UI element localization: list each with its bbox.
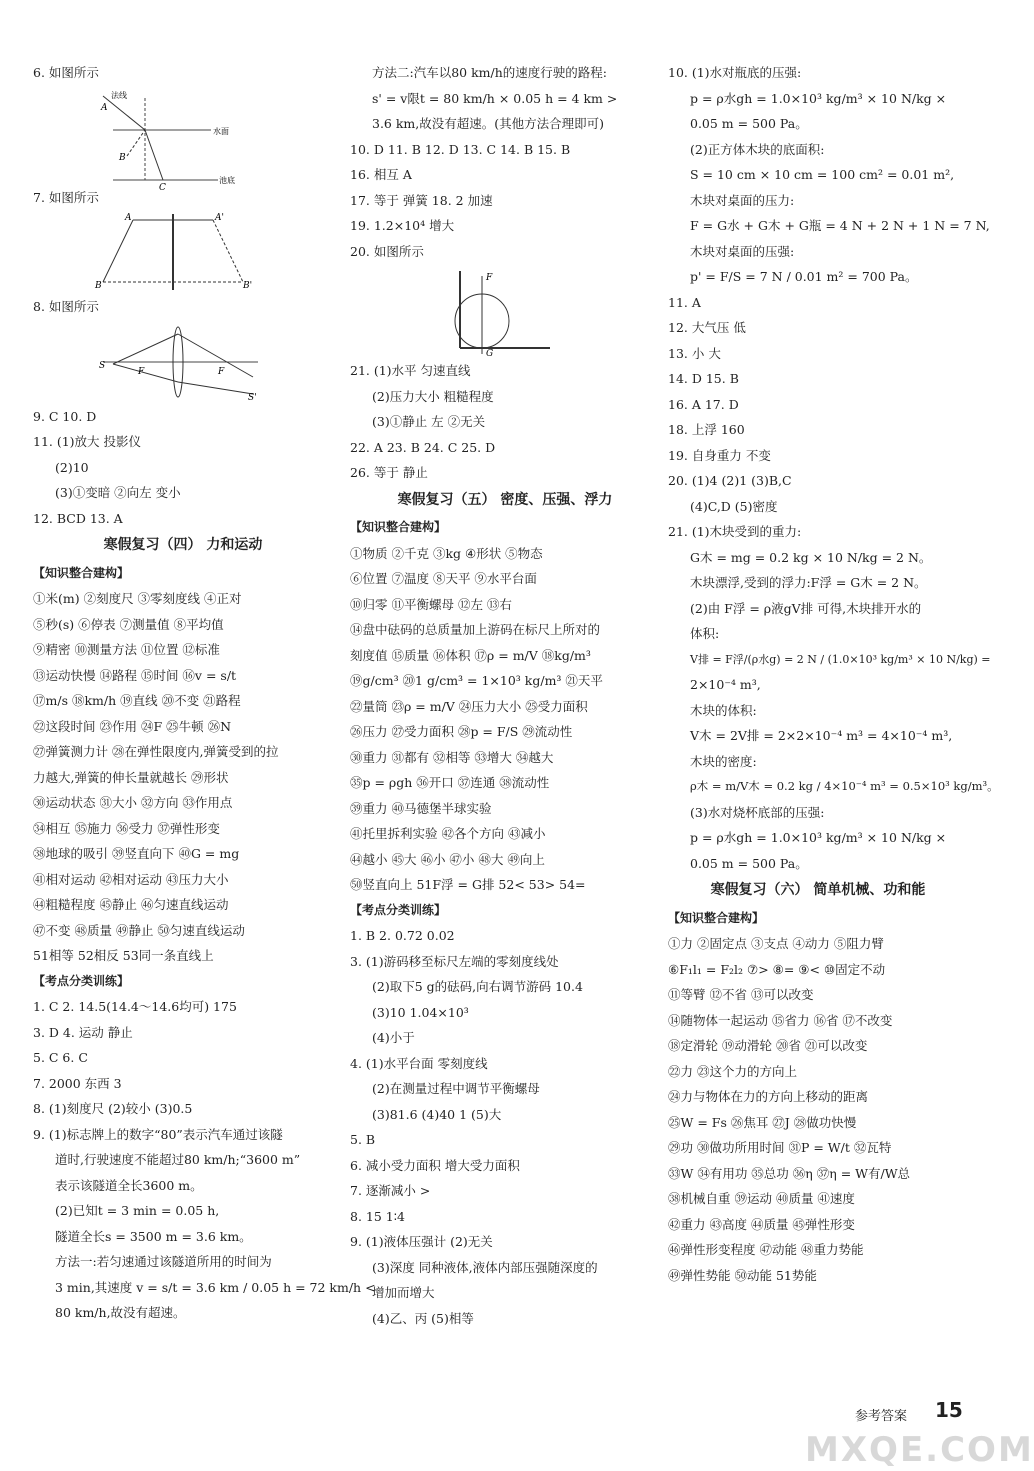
answer-line: 隧道全长s = 3500 m = 3.6 km。 xyxy=(55,1228,252,1244)
svg-text:A: A xyxy=(101,102,108,113)
answer-line: 22. A 23. B 24. C 25. D xyxy=(350,439,496,455)
subsection-heading: 【知识整合建构】 xyxy=(350,520,447,534)
answer-line: 9. C 10. D xyxy=(33,408,97,424)
answer-line: ㊴重力 ㊵马德堡半球实验 xyxy=(350,800,492,816)
svg-text:A: A xyxy=(125,213,132,223)
answer-line: 7. 2000 东西 3 xyxy=(33,1075,122,1091)
answer-line: ㊶托里拆利实验 ㊷各个方向 ㊸减小 xyxy=(350,826,546,841)
answer-line: 21. (1)水平 匀速直线 xyxy=(350,363,471,378)
answer-line: 14. D 15. B xyxy=(668,371,739,386)
answer-line: 3.6 km,故没有超速。(其他方法合理即可) xyxy=(372,116,605,131)
answer-line: 9. (1)液体压强计 (2)无关 xyxy=(350,1234,493,1249)
answer-line: 11. (1)放大 投影仪 xyxy=(33,434,142,449)
answer-line: (2)取下5 g的砝码,向右调节游码 10.4 xyxy=(372,979,583,994)
answer-line: (3)水对烧杯底部的压强: xyxy=(690,804,825,820)
answer-line: 21. (1)木块受到的重力: xyxy=(668,524,802,539)
svg-text:C: C xyxy=(159,182,166,193)
answer-column-2 xyxy=(350,60,660,1331)
answer-line: ⑲g/cm³ ⑳1 g/cm³ = 1×10³ kg/m³ ㉑天平 xyxy=(350,673,603,688)
answer-line: (4)C,D (5)密度 xyxy=(690,498,778,514)
answer-line: 木块对桌面的压力: xyxy=(690,192,795,208)
answer-line: V木 = 2V排 = 2×2×10⁻⁴ m³ = 4×10⁻⁴ m³, xyxy=(690,728,953,743)
svg-text:B: B xyxy=(95,281,102,291)
answer-line: (3)①变暗 ②向左 变小 xyxy=(55,485,181,500)
answer-line: ㉙功 ㉚做功所用时间 ㉛P = W/t ㉜瓦特 xyxy=(668,1140,892,1155)
section-heading: 寒假复习（六） 简单机械、功和能 xyxy=(710,882,926,898)
answer-line: (4)乙、丙 (5)相等 xyxy=(372,1310,474,1326)
answer-line: ㉒力 ㉓这个力的方向上 xyxy=(668,1063,797,1079)
answer-line: 增加而增大 xyxy=(372,1285,435,1300)
answer-line: ㊳地球的吸引 ㊴竖直向下 ㊵G = mg xyxy=(33,846,240,861)
answer-line: 3. (1)游码移至标尺左端的零刻度线处 xyxy=(350,953,559,969)
answer-line: 20. (1)4 (2)1 (3)B,C xyxy=(668,473,792,488)
answer-line: ⑭随物体一起运动 ⑮省力 ⑯省 ⑰不改变 xyxy=(668,1012,893,1028)
answer-line: (2)已知t = 3 min = 0.05 h, xyxy=(55,1203,220,1218)
answer-line: 2×10⁻⁴ m³, xyxy=(690,677,761,692)
subsection-heading: 【知识整合建构】 xyxy=(668,910,765,925)
answer-line: 1. C 2. 14.5(14.4～14.6均可) 175 xyxy=(33,999,237,1014)
svg-text:S: S xyxy=(99,360,106,371)
answer-line: 力越大,弹簧的伸长量就越长 ㉙形状 xyxy=(33,769,229,785)
answer-line: ㉕W = Fs ㉖焦耳 ㉗J ㉘做功快慢 xyxy=(668,1114,857,1130)
answer-line: F = G水 + G木 + G瓶 = 4 N + 2 N + 1 N = 7 N, xyxy=(690,218,990,233)
answer-line: 3 min,其速度 v = s/t = 3.6 km / 0.05 h = 72 km/h < xyxy=(55,1279,376,1295)
answer-line: 10. D 11. B 12. D 13. C 14. B 15. B xyxy=(350,141,571,157)
answer-line: 10. (1)水对瓶底的压强: xyxy=(668,65,802,80)
answer-line: ㊹越小 ㊺大 ㊻小 ㊼小 ㊽大 ㊾向上 xyxy=(350,851,545,867)
section-heading: 寒假复习（四） 力和运动 xyxy=(103,537,263,553)
answer-line: 16. 相互 A xyxy=(350,167,412,182)
subsection-heading: 【考点分类训练】 xyxy=(33,973,130,988)
answer-line: ㉖压力 ㉗受力面积 ㉘p = F/S ㉙流动性 xyxy=(350,724,573,739)
answer-line: 12. BCD 13. A xyxy=(33,510,123,526)
answer-line: 26. 等于 静止 xyxy=(350,465,428,480)
answer-line: p = ρ水gh = 1.0×10³ kg/m³ × 10 N/kg × xyxy=(690,830,947,845)
answer-line: ㉔力与物体在力的方向上移动的距离 xyxy=(668,1089,869,1104)
answer-line: 体积: xyxy=(690,626,720,641)
footer-label: 参考答案 xyxy=(855,1409,908,1424)
answer-line: 12. 大气压 低 xyxy=(668,320,746,335)
answer-line: 方法一:若匀速通过该隧道所用的时间为 xyxy=(55,1254,272,1269)
section-6-7 xyxy=(33,60,333,86)
svg-text:G: G xyxy=(486,349,494,359)
answer-line: 7. 如图所示 xyxy=(33,189,99,205)
answer-line: 刻度值 ⑮质量 ⑯体积 ⑰ρ = m/V ⑱kg/m³ xyxy=(350,647,591,663)
subsection-heading: 【考点分类训练】 xyxy=(350,902,447,917)
answer-line: 1. B 2. 0.72 0.02 xyxy=(350,928,455,943)
answer-line: ⑰m/s ⑱km/h ⑲直线 ⑳不变 ㉑路程 xyxy=(33,693,241,708)
answer-line: 9. (1)标志牌上的数字“80”表示汽车通过该隧 xyxy=(33,1126,283,1142)
section-heading: 寒假复习（五） 密度、压强、浮力 xyxy=(397,491,613,508)
answer-line: 木块漂浮,受到的浮力:F浮 = G木 = 2 N。 xyxy=(690,575,927,590)
answer-line: 13. 小 大 xyxy=(668,345,721,361)
answer-line: (3)深度 同种液体,液体内部压强随深度的 xyxy=(372,1259,598,1275)
answer-line: ㉒这段时间 ㉓作用 ㉔F ㉕牛顿 ㉖N xyxy=(33,718,232,734)
svg-text:A': A' xyxy=(215,213,224,223)
answer-line: (2)10 xyxy=(55,459,89,475)
answer-line: 6. 减小受力面积 增大受力面积 xyxy=(350,1157,520,1173)
answer-line: 7. 逐渐减小 > xyxy=(350,1183,431,1198)
answer-line: ⑱定滑轮 ⑲动滑轮 ⑳省 ㉑可以改变 xyxy=(668,1038,868,1053)
answer-line: 51相等 52相反 53同一条直线上 xyxy=(33,948,214,963)
answer-line: 5. B xyxy=(350,1132,376,1147)
answer-line: (2)由 F浮 = ρ液gV排 可得,木块排开水的 xyxy=(690,600,922,616)
answer-line: (4)小于 xyxy=(372,1030,415,1045)
svg-text:F: F xyxy=(218,366,225,377)
answer-line: ㊼不变 ㊽质量 ㊾静止 ㊿匀速直线运动 xyxy=(33,922,245,938)
answer-line: (3)81.6 (4)40 1 (5)大 xyxy=(372,1106,502,1122)
svg-text:水面: 水面 xyxy=(213,126,229,136)
answer-line: (3)①静止 左 ②无关 xyxy=(372,414,486,429)
answer-line: 道时,行驶速度不能超过80 km/h;“3600 m” xyxy=(55,1152,301,1167)
answer-line: ㉚重力 ㉛都有 ㉜相等 ㉝增大 ㉞越大 xyxy=(350,749,554,765)
answer-line: ㉟p = ρgh ㊱开口 ㊲连通 ㊳流动性 xyxy=(350,775,550,790)
answer-line: ㊾弹性势能 ㊿动能 51势能 xyxy=(668,1267,817,1283)
answer-line: 17. 等于 弹簧 18. 2 加速 xyxy=(350,192,493,208)
answer-line: ㊷重力 ㊸高度 ㊹质量 ㊺弹性形变 xyxy=(668,1216,855,1232)
answer-line: ㊳机械自重 ㊴运动 ㊵质量 ㊶速度 xyxy=(668,1191,855,1206)
answer-line: 80 km/h,故没有超速。 xyxy=(55,1305,186,1320)
answer-line: ⑥位置 ⑦温度 ⑧天平 ⑨水平台面 xyxy=(350,571,537,586)
answer-line: ρ木 = m/V木 = 0.2 kg / 4×10⁻⁴ m³ = 0.5×10³ kg/m³。 xyxy=(690,779,999,793)
answer-line: 0.05 m = 500 Pa。 xyxy=(690,116,808,131)
answer-line: 3. D 4. 运动 静止 xyxy=(33,1024,133,1040)
answer-line: (2)压力大小 粗糙程度 xyxy=(372,388,494,404)
answer-line: 5. C 6. C xyxy=(33,1050,88,1065)
answer-line: 木块的体积: xyxy=(690,702,757,718)
answer-line: s' = v限t = 80 km/h × 0.05 h = 4 km > xyxy=(372,90,618,106)
answer-line: ㉒量筒 ㉓ρ = m/V ㉔压力大小 ㉕受力面积 xyxy=(350,698,588,714)
svg-text:B: B xyxy=(119,152,126,163)
answer-line: 木块的密度: xyxy=(690,753,757,769)
answer-line: ㉗弹簧测力计 ㉘在弹性限度内,弹簧受到的拉 xyxy=(33,744,279,759)
answer-line: 19. 自身重力 不变 xyxy=(668,447,771,463)
svg-text:B': B' xyxy=(243,281,253,291)
answer-line: ㉝W ㉞有用功 ㉟总功 ㊱η ㊲η = W有/W总 xyxy=(668,1165,911,1181)
answer-line: 木块对桌面的压强: xyxy=(690,243,795,259)
answer-line: 8. (1)刻度尺 (2)较小 (3)0.5 xyxy=(33,1101,193,1116)
answer-line: S = 10 cm × 10 cm = 100 cm² = 0.01 m², xyxy=(690,167,955,182)
answer-line: ⑬运动快慢 ⑭路程 ⑮时间 ⑯v = s/t xyxy=(33,667,237,683)
answer-line: 8. 15 1∶4 xyxy=(350,1208,405,1224)
answer-line: ㉞相互 ㉟施力 ㊱受力 ㊲弹性形变 xyxy=(33,820,220,836)
svg-text:池底: 池底 xyxy=(219,175,235,185)
answer-line: G木 = mg = 0.2 kg × 10 N/kg = 2 N。 xyxy=(690,549,932,565)
answer-line: 6. 如图所示 xyxy=(33,65,99,80)
answer-line: (2)正方体木块的底面积: xyxy=(690,141,825,157)
answer-line: ⑩归零 ⑪平衡螺母 ⑫左 ⑬右 xyxy=(350,596,512,612)
answer-line: (2)在测量过程中调节平衡螺母 xyxy=(372,1081,540,1096)
answer-line: ①物质 ②千克 ③kg ④形状 ⑤物态 xyxy=(350,545,543,561)
answer-line: ⑭盘中砝码的总质量加上游码在标尺上所对的 xyxy=(350,622,601,637)
mirror-figure xyxy=(93,212,253,292)
answer-line: 表示该隧道全长3600 m。 xyxy=(55,1177,203,1193)
ball-force-figure xyxy=(440,266,580,359)
answer-line: ㊹粗糙程度 ㊺静止 ㊻匀速直线运动 xyxy=(33,897,229,912)
answer-line: ①米(m) ②刻度尺 ③零刻度线 ④正对 xyxy=(33,591,242,606)
answer-line: 方法二:汽车以80 km/h的速度行驶的路程: xyxy=(372,65,607,80)
watermark: MXQE.COM xyxy=(805,1430,1034,1470)
svg-text:F: F xyxy=(486,273,493,283)
answer-line: ⑤秒(s) ⑥停表 ⑦测量值 ⑧平均值 xyxy=(33,616,224,632)
svg-text:法线: 法线 xyxy=(111,90,127,100)
answer-line: p' = F/S = 7 N / 0.01 m² = 700 Pa。 xyxy=(690,269,918,284)
answer-line: ⑥F₁l₁ = F₂l₂ ⑦> ⑧= ⑨< ⑩固定不动 xyxy=(668,961,886,977)
lens-figure xyxy=(93,322,263,402)
answer-line: 4. (1)水平台面 零刻度线 xyxy=(350,1055,488,1071)
svg-text:S': S' xyxy=(248,392,257,403)
answer-line: ㊿竖直向上 51F浮 = G排 52< 53> 54= xyxy=(350,877,586,892)
answer-line: ㊶相对运动 ㊷相对运动 ㊸压力大小 xyxy=(33,871,229,887)
answer-line: ㉚运动状态 ㉛大小 ㉜方向 ㉝作用点 xyxy=(33,795,233,810)
answer-line: 18. 上浮 160 xyxy=(668,422,745,437)
answer-line: 8. 如图所示 xyxy=(33,299,99,314)
answer-line: V排 = F浮/(ρ水g) = 2 N / (1.0×10³ kg/m³ × 10 N/kg) = xyxy=(690,652,991,666)
answer-line: 0.05 m = 500 Pa。 xyxy=(690,855,808,871)
answer-line: 11. A xyxy=(668,294,701,310)
answer-line: ㊻弹性形变程度 ㊼动能 ㊽重力势能 xyxy=(668,1242,864,1257)
subsection-heading: 【知识整合建构】 xyxy=(33,565,130,580)
svg-text:F: F xyxy=(138,366,145,377)
answer-line: ①力 ②固定点 ③支点 ④动力 ⑤阻力臂 xyxy=(668,936,884,951)
refraction-figure xyxy=(93,88,235,193)
answer-line: 19. 1.2×10⁴ 增大 xyxy=(350,218,455,233)
page-number: 15 xyxy=(935,1398,963,1422)
answer-line: ⑨精密 ⑩测量方法 ⑪位置 ⑫标准 xyxy=(33,642,220,657)
answer-line: p = ρ水gh = 1.0×10³ kg/m³ × 10 N/kg × xyxy=(690,90,947,106)
answer-line: (3)10 1.04×10³ xyxy=(372,1004,469,1020)
answer-line: 16. A 17. D xyxy=(668,396,739,412)
answer-line: ⑪等臂 ⑫不省 ⑬可以改变 xyxy=(668,987,814,1002)
answer-line: 20. 如图所示 xyxy=(350,243,424,259)
answer-column-3 xyxy=(668,60,999,1288)
